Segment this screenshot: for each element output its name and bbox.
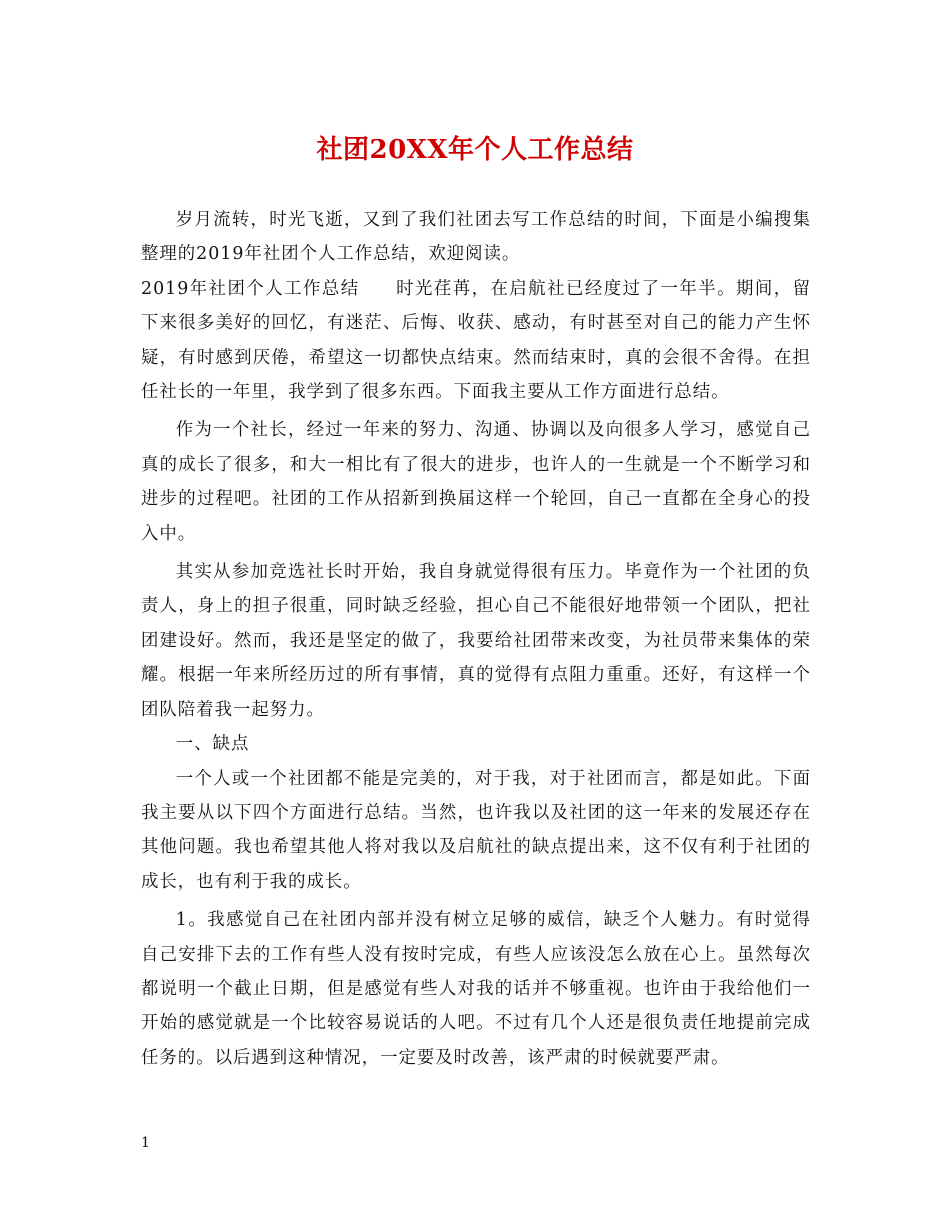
document-title: 社团20XX年个人工作总结 bbox=[316, 135, 634, 165]
section-heading-shortcomings: 一、缺点 bbox=[175, 734, 250, 755]
document-body bbox=[141, 203, 811, 1075]
paragraph-2: 作为一个社长，经过一年来的努力、沟通、协调以及向很多人学习，感觉自己真的成长了很多，和大一相比有了很大的进步，也许人的一生就是一个不断学习和进步的过程吧。社团的工作从招新到换届这样一个轮回，自己一直都在全身心的投入中。 bbox=[141, 420, 811, 544]
paragraph-3: 其实从参加竞选社长时开始，我自身就觉得很有压力。毕竟作为一个社团的负责人，身上的担子很重，同时缺乏经验，担心自己不能很好地带领一个团队，把社团建设好。然而，我还是坚定的做了，我要给社团带来改变，为社员带来集体的荣耀。根据一年来所经历过的所有事情，真的觉得有点阻力重重。还好，有这样一个团队陪着我一起努力。 bbox=[141, 562, 811, 720]
paragraph-5: 一个人或一个社团都不能是完美的，对于我，对于社团而言，都是如此。下面我主要从以下四个方面进行总结。当然，也许我以及社团的这一年来的发展还存在其他问题。我也希望其他人将对我以及启航社的缺点提出来，这不仅有利于社团的成长，也有利于我的成长。 bbox=[141, 768, 811, 892]
paragraph-intro: 岁月流转，时光飞逝，又到了我们社团去写工作总结的时间，下面是小编搜集整理的2019年社团个人工作总结，欢迎阅读。 bbox=[141, 210, 811, 265]
subheading: 2019年社团个人工作总结 bbox=[141, 278, 360, 299]
paragraph-6: 1。我感觉自己在社团内部并没有树立足够的威信，缺乏个人魅力。有时觉得自己安排下去的工作有些人没有按时完成，有些人应该没怎么放在心上。虽然每次都说明一个截止日期，但是感觉有些人对我的话并不够重视。也许由于我给他们一开始的感觉就是一个比较容易说话的人吧。不过有几个人还是很负责任地提前完成任务的。以后遇到这种情况，一定要及时改善，该严肃的时候就要严肃。 bbox=[141, 910, 811, 1068]
paragraph-opening-text: 时光荏苒，在启航社已经度过了一年半。期间，留下来很多美好的回忆，有迷茫、后悔、收获、感动，有时甚至对自己的能力产生怀疑，有时感到厌倦，希望这一切都快点结束。然而结束时，真的会很不舍得。在担任社长的一年里，我学到了很多东西。下面我主要从工作方面进行总结。 bbox=[141, 278, 811, 403]
paragraph-opening bbox=[141, 272, 811, 410]
page-number: 1 bbox=[141, 1135, 150, 1151]
